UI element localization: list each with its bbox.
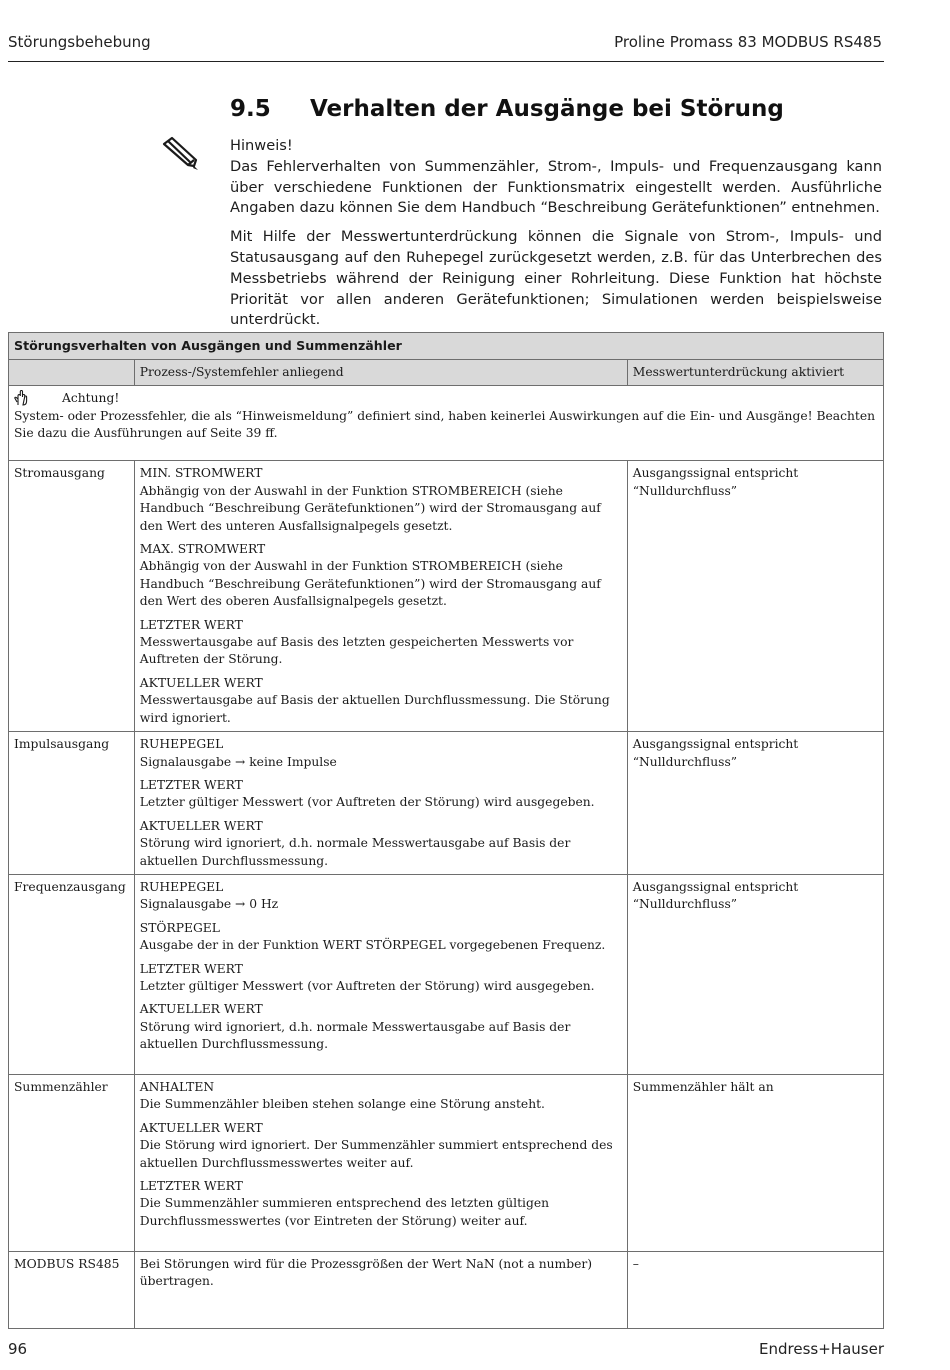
option-entry xyxy=(140,675,622,727)
pencil-icon xyxy=(158,133,204,173)
page-number: 96 xyxy=(8,1340,28,1358)
footer-brand: Endress+Hauser xyxy=(759,1340,884,1358)
column-header-empty xyxy=(9,360,135,386)
option-name: LETZTER WERT xyxy=(139,777,243,792)
row-options xyxy=(134,732,627,875)
option-entry xyxy=(140,1079,622,1114)
section-heading xyxy=(230,96,784,122)
table-row-frequenzausgang xyxy=(9,874,884,1074)
option-entry xyxy=(140,879,622,914)
table-row-summenzaehler xyxy=(9,1074,884,1251)
option-description: Messwertausgabe auf Basis des letzten gespeicherten Messwerts vor Auftreten der Störung. xyxy=(139,635,574,667)
option-name: LETZTER WERT xyxy=(139,1178,243,1193)
attention-text: System- oder Prozessfehler, die als “Hinweismeldung” definiert sind, haben keinerlei Auswirkungen auf die Ein- und Ausgänge! Beachten Sie dazu die Ausführungen auf Seite 39 ff. xyxy=(14,408,876,441)
running-header-chapter: Störungsbehebung xyxy=(8,33,151,51)
row-label: Summenzähler xyxy=(9,1074,135,1251)
note-paragraph-1: Das Fehlerverhalten von Summenzähler, Strom-, Impuls- und Frequenzausgang kann über verschiedene Funktionen der Funktionsmatrix eingestellt werden. Ausführliche Angaben dazu können Sie dem Handbuch “Beschreibung Gerätefunktionen” entnehmen. xyxy=(230,157,882,217)
option-name: RUHEPEGEL xyxy=(139,879,224,894)
table-title-row xyxy=(9,333,884,360)
row-options xyxy=(134,461,627,732)
option-entry xyxy=(140,1001,622,1053)
column-header-process-error: Prozess-/Systemfehler anliegend xyxy=(134,360,627,386)
table-row-impulsausgang xyxy=(9,732,884,875)
option-description: Letzter gültiger Messwert (vor Auftreten der Störung) wird ausgegeben. xyxy=(139,978,595,993)
row-options xyxy=(134,874,627,1074)
option-entry xyxy=(140,736,622,771)
option-entry xyxy=(140,1178,622,1230)
option-entry xyxy=(140,617,622,669)
row-label: Impulsausgang xyxy=(9,732,135,875)
option-entry xyxy=(140,1120,622,1172)
running-header-product: Proline Promass 83 MODBUS RS485 xyxy=(614,33,882,51)
option-name: ANHALTEN xyxy=(139,1079,215,1094)
row-label: Stromausgang xyxy=(9,461,135,732)
option-entry xyxy=(140,777,622,812)
option-description: Die Störung wird ignoriert. Der Summenzähler summiert entsprechend des aktuellen Durchflussmesswertes weiter auf. xyxy=(139,1138,613,1170)
option-description: Ausgabe der in der Funktion WERT STÖRPEGEL vorgegebenen Frequenz. xyxy=(139,938,606,953)
row-label: Frequenzausgang xyxy=(9,874,135,1074)
option-name: AKTUELLER WERT xyxy=(139,1120,263,1135)
row-label: MODBUS RS485 xyxy=(9,1251,135,1328)
note-label: Hinweis! xyxy=(230,137,293,154)
option-description: Messwertausgabe auf Basis der aktuellen Durchflussmessung. Die Störung wird ignoriert. xyxy=(139,693,610,725)
option-entry xyxy=(140,465,622,535)
option-entry xyxy=(140,920,622,955)
note-block xyxy=(230,136,882,339)
row-suppression: Ausgangssignal entspricht “Nulldurchfluss” xyxy=(627,461,883,732)
section-number: 9.5 xyxy=(230,96,271,122)
header-divider xyxy=(8,61,884,62)
option-description: Abhängig von der Auswahl in der Funktion STROMBEREICH (siehe Handbuch “Beschreibung Gerätefunktionen”) wird der Stromausgang auf den Wert des oberen Ausfallsignalpegels gesetzt. xyxy=(139,559,601,609)
column-header-suppression: Messwertunterdrückung aktiviert xyxy=(627,360,883,386)
option-entry xyxy=(140,818,622,870)
option-description: Störung wird ignoriert, d.h. normale Messwertausgabe auf Basis der aktuellen Durchflussmessung. xyxy=(139,1019,571,1052)
option-name: RUHEPEGEL xyxy=(139,737,224,752)
option-description: Signalausgabe → 0 Hz xyxy=(139,897,279,912)
option-description: Signalausgabe → keine Impulse xyxy=(139,754,337,769)
option-description: Abhängig von der Auswahl in der Funktion STROMBEREICH (siehe Handbuch “Beschreibung Gerätefunktionen”) wird der Stromausgang auf den Wert des unteren Ausfallsignalpegels gesetzt. xyxy=(139,483,601,533)
table-row-stromausgang xyxy=(9,461,884,732)
row-suppression: Ausgangssignal entspricht “Nulldurchfluss” xyxy=(627,874,883,1074)
note-paragraph-2: Mit Hilfe der Messwertunterdrückung können die Signale von Strom-, Impuls- und Statusausgang auf den Ruhepegel zurückgesetzt werden, z.B. für das Unterbrechen des Messbetriebs während der Reinigung einer Rohrleitung. Diese Funktion hat höchste Priorität vor allen anderen Gerätefunktionen; Simulationen werden beispielsweise unterdrückt. xyxy=(230,228,882,329)
option-entry xyxy=(140,961,622,996)
option-description: Die Summenzähler bleiben stehen solange eine Störung ansteht. xyxy=(139,1097,545,1112)
option-name: LETZTER WERT xyxy=(139,617,243,632)
fault-behavior-table xyxy=(8,332,884,1329)
row-suppression: – xyxy=(627,1251,883,1328)
row-text: Bei Störungen wird für die Prozessgrößen der Wert NaN (not a number) übertragen. xyxy=(134,1251,627,1328)
option-name: AKTUELLER WERT xyxy=(139,1002,263,1017)
row-suppression: Summenzähler hält an xyxy=(627,1074,883,1251)
row-options xyxy=(134,1074,627,1251)
option-description: Die Summenzähler summieren entsprechend des letzten gültigen Durchflussmesswertes (vor Eintreten der Störung) weiter auf. xyxy=(139,1196,550,1228)
section-title: Verhalten der Ausgänge bei Störung xyxy=(310,96,784,122)
attention-row xyxy=(9,386,884,461)
table-column-headers xyxy=(9,360,884,386)
table-row-modbus xyxy=(9,1251,884,1328)
attention-label: Achtung! xyxy=(62,391,120,406)
option-entry xyxy=(140,541,622,611)
option-name: AKTUELLER WERT xyxy=(139,675,263,690)
row-suppression: Ausgangssignal entspricht “Nulldurchfluss” xyxy=(627,732,883,875)
option-name: AKTUELLER WERT xyxy=(139,818,263,833)
attention-cell xyxy=(9,386,884,461)
option-name: MAX. STROMWERT xyxy=(139,542,266,557)
option-name: MIN. STROMWERT xyxy=(139,466,263,481)
option-description: Störung wird ignoriert, d.h. normale Messwertausgabe auf Basis der aktuellen Durchflussmessung. xyxy=(139,836,571,868)
option-name: STÖRPEGEL xyxy=(139,920,220,935)
option-description: Letzter gültiger Messwert (vor Auftreten der Störung) wird ausgegeben. xyxy=(139,795,595,810)
hand-icon xyxy=(14,390,28,406)
table-title: Störungsverhalten von Ausgängen und Summenzähler xyxy=(9,333,884,360)
option-name: LETZTER WERT xyxy=(139,961,243,976)
